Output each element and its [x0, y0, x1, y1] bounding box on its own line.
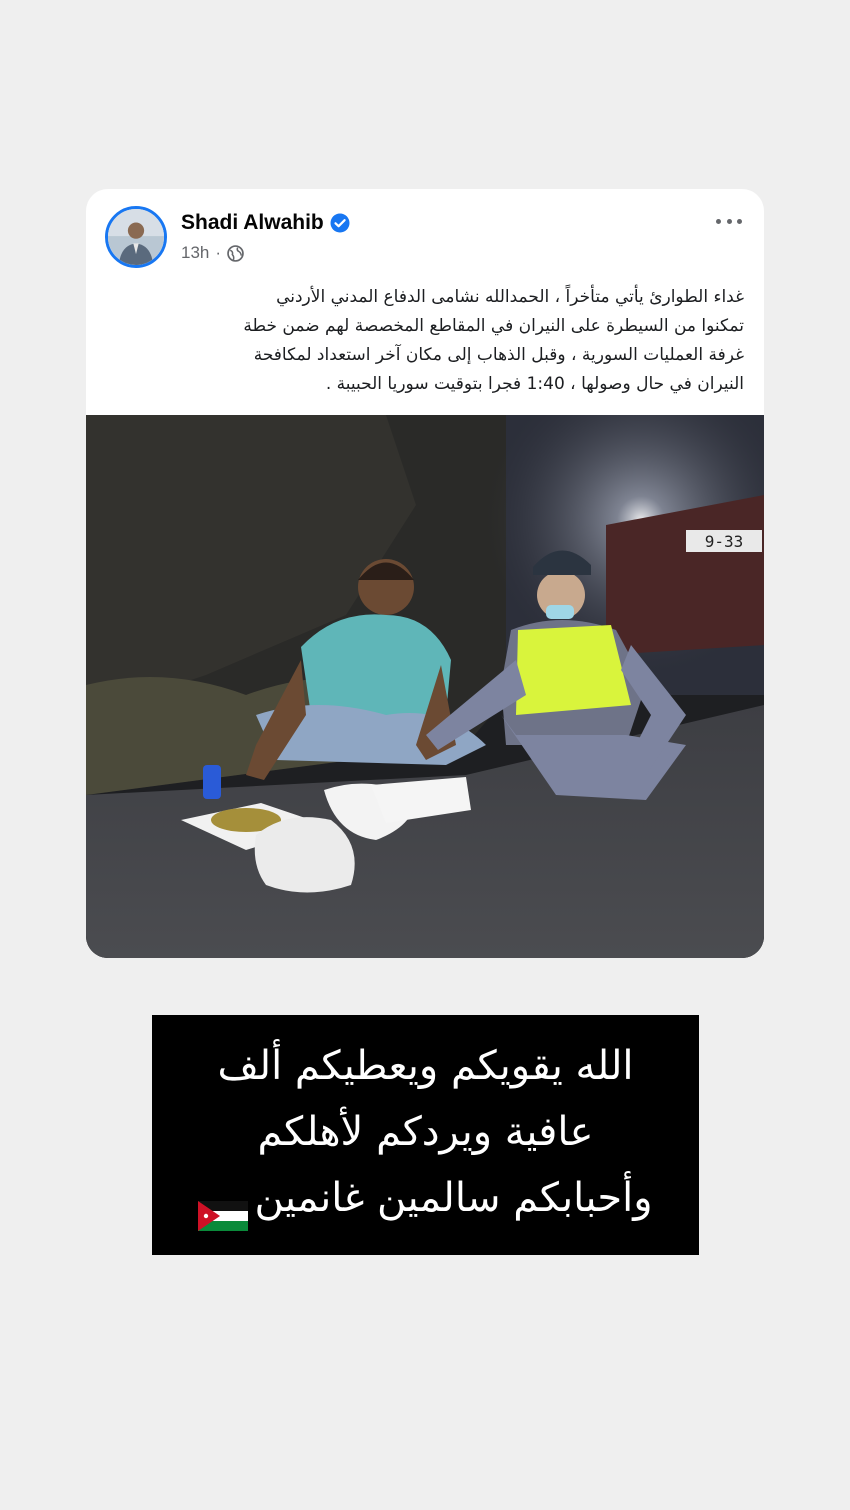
- verified-badge-icon: [330, 213, 350, 233]
- post-text-line: غداء الطوارئ يأتي متأخراً ، الحمدالله نشامى الدفاع المدني الأردني: [276, 287, 744, 307]
- more-options-icon[interactable]: [712, 211, 746, 231]
- post-text-line: تمكنوا من السيطرة على النيران في المقاطع المخصصة لهم ضمن خطة: [243, 316, 744, 336]
- post-photo[interactable]: [86, 415, 764, 958]
- facebook-post-card: [86, 189, 764, 958]
- post-header: [86, 189, 764, 279]
- meta-separator: ·: [215, 243, 222, 262]
- caption-line-with-flag: [168, 1165, 683, 1231]
- author-row: [181, 211, 350, 235]
- post-text-line: النيران في حال وصولها ، 1:40 فجرا بتوقيت سوريا الحبيبة .: [325, 374, 744, 394]
- author-avatar[interactable]: [105, 206, 167, 268]
- post-text-line: غرفة العمليات السورية ، وقبل الذهاب إلى مكان آخر استعداد لمكافحة: [253, 345, 744, 365]
- license-plate-text: 9-33: [704, 532, 744, 551]
- caption-line: عافية ويردكم لأهلكم: [257, 1109, 594, 1155]
- post-meta: [181, 243, 244, 263]
- story-caption-box: [152, 1015, 699, 1255]
- post-timestamp[interactable]: 13h: [181, 243, 210, 262]
- caption-line: وأحبابكم سالمين غانمين: [254, 1175, 653, 1221]
- caption-line: الله يقويكم ويعطيكم ألف: [217, 1043, 634, 1089]
- post-text: [104, 283, 744, 399]
- author-name[interactable]: Shadi Alwahib: [181, 211, 324, 234]
- globe-icon: [227, 245, 244, 262]
- jordan-flag-icon: [198, 1185, 248, 1215]
